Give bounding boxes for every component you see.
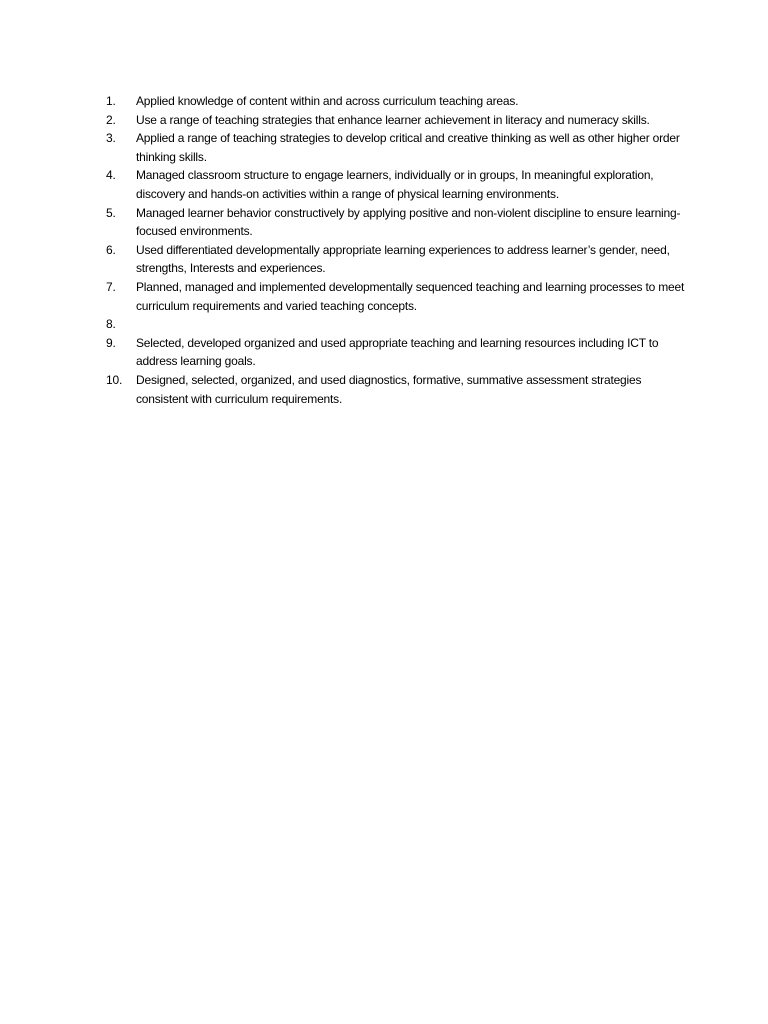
competency-list [106, 92, 686, 408]
item-text: Managed learner behavior constructively by applying positive and non-violent discipline to ensure learning-focused environments. [136, 205, 681, 239]
item-text: Designed, selected, organized, and used diagnostics, formative, summative assessment strategies consistent with curriculum requirements. [136, 372, 642, 406]
item-text [136, 315, 686, 334]
item-text: Selected, developed organized and used appropriate teaching and learning resources including ICT to address learning goals. [136, 335, 659, 369]
list-item [106, 278, 686, 315]
item-number: 3. [106, 131, 116, 146]
item-number: 2. [106, 112, 116, 127]
item-number: 7. [106, 279, 116, 294]
item-number: 1. [106, 94, 116, 108]
item-text: Planned, managed and implemented developmentally sequenced teaching and learning processes to meet curriculum requirements and varied teaching concepts. [136, 279, 685, 313]
item-text: Managed classroom structure to engage learners, individually or in groups, In meaningful exploration, discovery and hands-on activities within a range of physical learning environments. [136, 168, 654, 201]
item-number: 10. [106, 372, 123, 387]
list-item [106, 166, 686, 203]
item-text: Used differentiated developmentally appropriate learning experiences to address learner’s gender, need, strengths, Interests and experiences. [136, 242, 670, 276]
list-item [106, 129, 686, 166]
item-number: 6. [106, 242, 116, 257]
item-text: Use a range of teaching strategies that enhance learner achievement in literacy and numeracy skills. [136, 112, 650, 127]
list-item [106, 111, 686, 130]
item-number: 5. [106, 205, 116, 220]
list-item [106, 334, 686, 371]
list-item [106, 371, 686, 408]
item-number: 8. [106, 317, 116, 332]
item-number: 9. [106, 335, 116, 350]
list-item [106, 241, 686, 278]
list-item-empty [106, 315, 686, 334]
item-text: Applied a range of teaching strategies to develop critical and creative thinking as well as other higher order thinking skills. [136, 131, 680, 164]
list-item [106, 92, 686, 111]
list-item [106, 204, 686, 241]
item-text: Applied knowledge of content within and across curriculum teaching areas. [136, 94, 519, 108]
item-number: 4. [106, 168, 116, 183]
